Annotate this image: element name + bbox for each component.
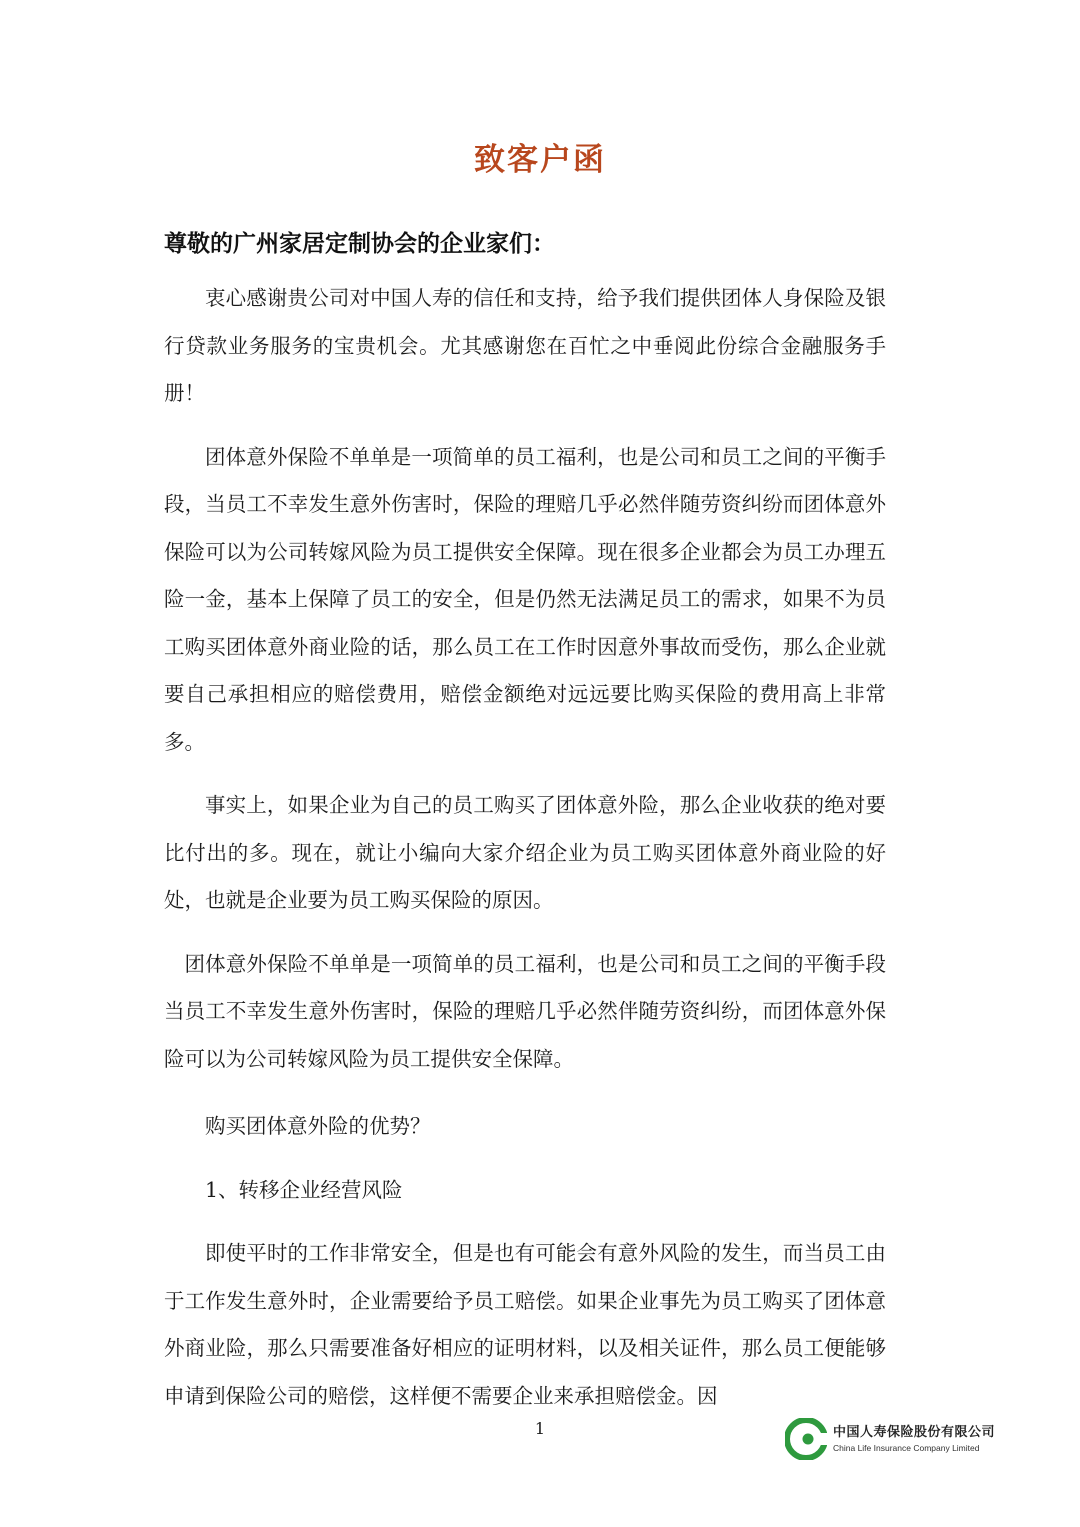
page-title: 致客户函 xyxy=(474,142,606,178)
china-life-logo-icon xyxy=(785,1418,827,1460)
company-name-en: China Life Insurance Company Limited xyxy=(833,1443,980,1453)
section-heading-advantages: 购买团体意外险的优势？ xyxy=(205,1114,431,1138)
company-logo xyxy=(785,1418,1045,1460)
letter-body xyxy=(164,275,886,1420)
list-item-transfer-risk: 1、转移企业经营风险 xyxy=(205,1177,403,1202)
page-number: 1 xyxy=(534,1419,546,1438)
salutation: 尊敬的广州家居定制协会的企业家们： xyxy=(164,231,555,257)
paragraph-transfer-risk: 即使平时的工作非常安全，但是也有可能会有意外风险的发生，而当员工由于工作发生意外时，企业需要给予员工赔偿。如果企业事先为员工购买了团体意外商业险，那么只需要准备好相应的证明材料，以及相关证件，那么员工便能够申请到保险公司的赔偿，这样便不需要企业来承担赔偿金。因 xyxy=(164,1241,886,1408)
paragraph-thanks: 衷心感谢贵公司对中国人寿的信任和支持，给予我们提供团体人身保险及银行贷款业务服务的宝贵机会。尤其感谢您在百忙之中垂阅此份综合金融服务手册！ xyxy=(164,286,886,405)
paragraph-benefit-intro: 事实上，如果企业为自己的员工购买了团体意外险，那么企业收获的绝对要比付出的多。现在，就让小编向大家介绍企业为员工购买团体意外商业险的好处，也就是企业要为员工购买保险的原因。 xyxy=(164,793,886,912)
company-name-cn: 中国人寿保险股份有限公司 xyxy=(833,1425,996,1440)
paragraph-group-insurance: 团体意外保险不单单是一项简单的员工福利，也是公司和员工之间的平衡手段，当员工不幸发生意外伤害时，保险的理赔几乎必然伴随劳资纠纷而团体意外保险可以为公司转嫁风险为员工提供安全保障。现在很多企业都会为员工办理五险一金，基本上保障了员工的安全，但是仍然无法满足员工的需求，如果不为员工购买团体意外商业险的话，那么员工在工作时因意外事故而受伤，那么企业就要自己承担相应的赔偿费用，赔偿金额绝对远远要比购买保险的费用高上非常多。 xyxy=(164,444,886,754)
paragraph-group-insurance-repeat: 团体意外保险不单单是一项简单的员工福利，也是公司和员工之间的平衡手段当员工不幸发生意外伤害时，保险的理赔几乎必然伴随劳资纠纷，而团体意外保险可以为公司转嫁风险为员工提供安全保障。 xyxy=(164,951,886,1071)
